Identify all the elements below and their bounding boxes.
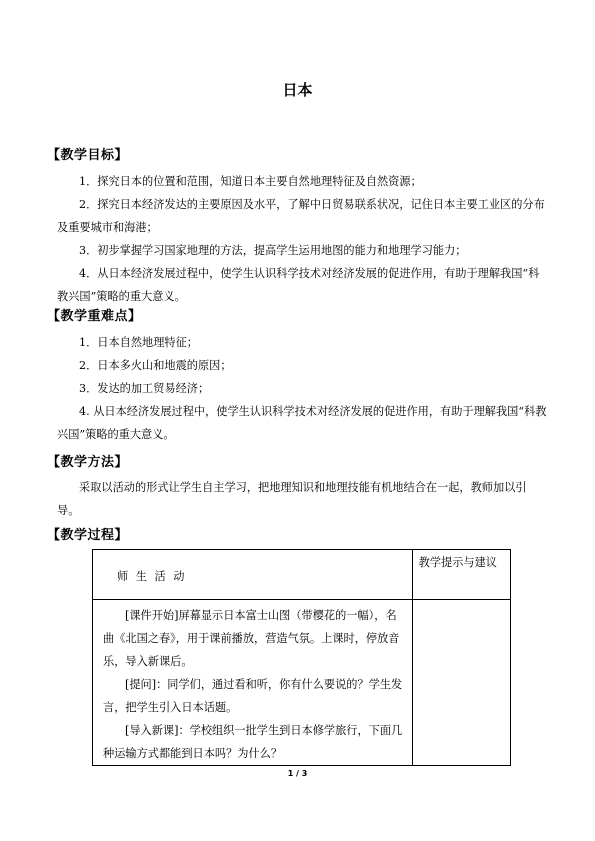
process-table	[92, 549, 511, 766]
activity-paragraph-2: [提问]：同学们，通过看和听，你有什么要说的？学生发言，把学生引入日本话题。	[103, 678, 403, 714]
objective-item-3: 3．初步掌握学习国家地理的方法，提高学生运用地图的能力和地理学习能力；	[79, 244, 467, 257]
table-header-hints: 教学提示与建议	[412, 550, 510, 600]
methods-text: 采取以活动的形式让学生自主学习，把地理知识和地理技能有机地结合在一起，教师加以引导。	[57, 481, 527, 517]
section-heading-process: 【教学过程】	[47, 528, 129, 543]
key-point-item-1: 1．日本自然地理特征；	[79, 336, 198, 349]
objective-item-2: 2．探究日本经济发达的主要原因及水平，了解中日贸易联系状况，记住日本主要工业区的分布及重要城市和海港；	[57, 198, 545, 234]
activity-paragraph-3: [导入新课]：学校组织一批学生到日本修学旅行，下面几种运输方式都能到日本吗？为什么？	[103, 724, 403, 760]
activity-paragraph-1: [课件开始]屏幕显示日本富士山图（带樱花的一幅），名曲《北国之春》，用于课前播放，营造气氛。上课时，停放音乐，导入新课后。	[103, 609, 400, 668]
table-cell-hints	[412, 600, 510, 766]
table-row	[93, 600, 511, 766]
section-heading-objectives: 【教学目标】	[47, 148, 129, 163]
table-cell-activities	[93, 600, 413, 766]
table-header-activity: 师 生 活 动	[93, 550, 413, 600]
key-point-item-3: 3．发达的加工贸易经济；	[79, 382, 210, 395]
section-heading-key-points: 【教学重难点】	[47, 309, 142, 324]
page-number: 1 / 3	[287, 769, 308, 778]
table-header-row	[93, 550, 511, 600]
section-heading-methods: 【教学方法】	[47, 455, 129, 470]
key-point-item-2: 2．日本多火山和地震的原因；	[79, 359, 232, 372]
key-point-item-4: 4. 从日本经济发展过程中，使学生认识科学技术对经济发展的促进作用，有助于理解我国“科教兴国”策略的重大意义。	[57, 405, 547, 441]
page-title: 日本	[282, 81, 313, 99]
objective-item-1: 1．探究日本的位置和范围，知道日本主要自然地理特征及自然资源；	[79, 175, 422, 188]
objective-item-4: 4．从日本经济发展过程中，使学生认识科学技术对经济发展的促进作用，有助于理解我国“科教兴国”策略的重大意义。	[57, 267, 540, 303]
